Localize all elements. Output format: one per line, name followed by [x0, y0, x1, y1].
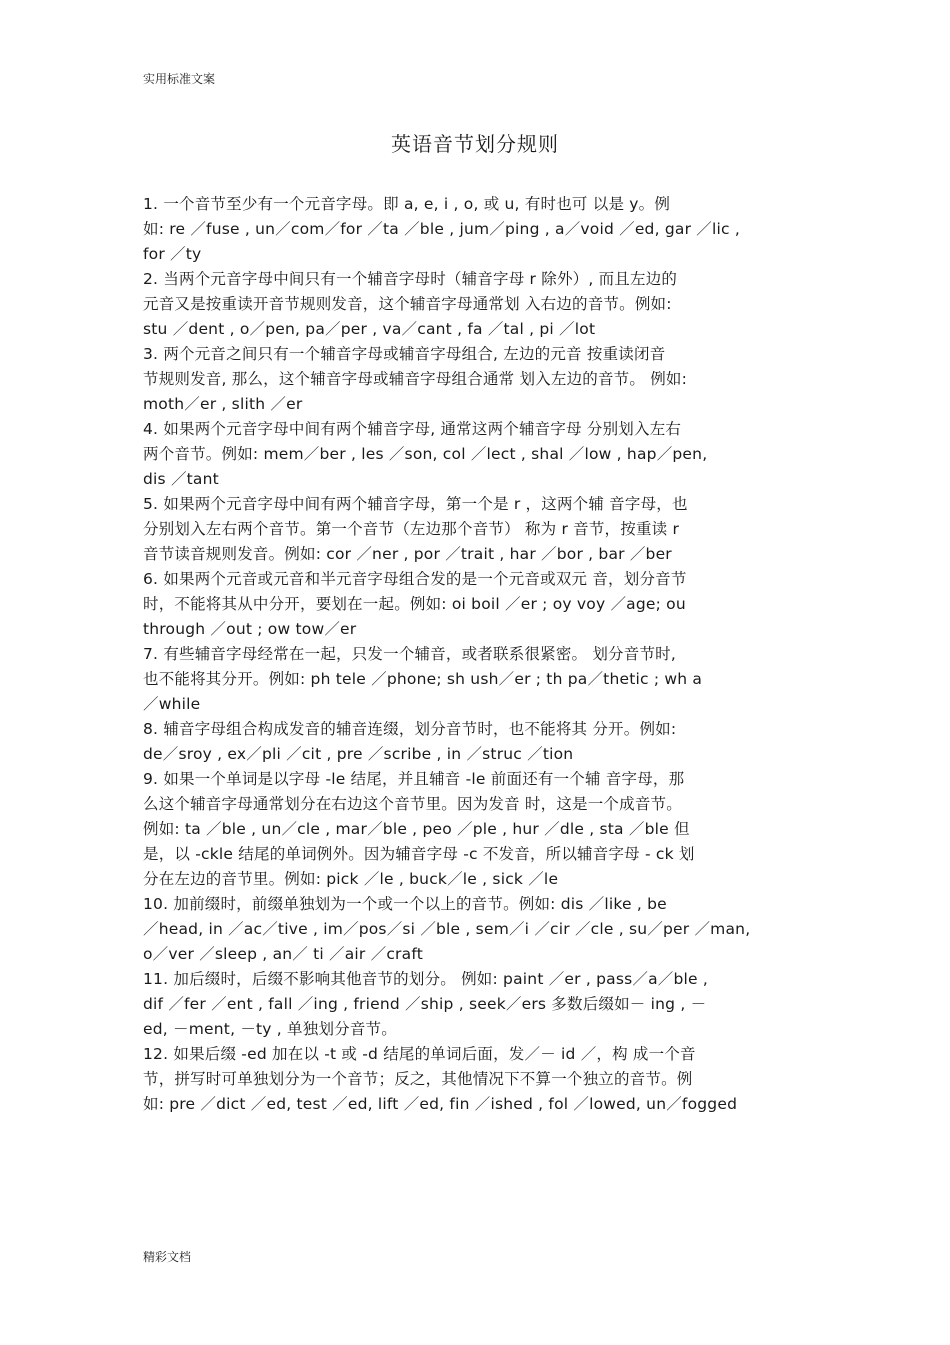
- document-title: 英语音节划分规则: [391, 132, 559, 156]
- page-footer: 精彩文档: [143, 1250, 192, 1264]
- text-line: 12. 如果后缀 -ed 加在以 -t 或 -d 结尾的单词后面，发／－ id ／，构 成一个音: [143, 1045, 696, 1063]
- text-line: 10. 加前缀时，前缀单独划为一个或一个以上的音节。例如: dis ／like , be: [143, 895, 667, 913]
- text-line: 两个音节。例如: mem／ber , les ／son, col ／lect , shal ／low , hap／pen,: [143, 445, 708, 463]
- text-line: ／while: [143, 695, 201, 713]
- text-line: 1. 一个音节至少有一个元音字母。即 a, e, i , o, 或 u, 有时也可 以是 y。例: [143, 195, 671, 213]
- text-line: through ／out ; ow tow／er: [143, 620, 357, 638]
- text-line: o／ver ／sleep , an／ ti ／air ／craft: [143, 945, 423, 963]
- text-line: 分别划入左右两个音节。第一个音节（左边那个音节） 称为 r 音节，按重读 r: [143, 520, 680, 538]
- text-line: ／head, in ／ac／tive , im／pos／si ／ble , sem／i ／cir ／cle , su／per ／man,: [143, 920, 751, 938]
- text-line: 如: pre ／dict ／ed, test ／ed, lift ／ed, fin ／ished , fol ／lowed, un／fogged: [143, 1095, 738, 1113]
- text-line: 6. 如果两个元音或元音和半元音字母组合发的是一个元音或双元 音，划分音节: [143, 570, 687, 588]
- text-line: 么这个辅音字母通常划分在右边这个音节里。因为发音 时，这是一个成音节。: [143, 795, 682, 813]
- text-line: 也不能将其分开。例如: ph tele ／phone; sh ush／er ; th pa／thetic ; wh a: [143, 670, 703, 688]
- text-line: 11. 加后缀时，后缀不影响其他音节的划分。 例如: paint ／er , pass／a／ble ,: [143, 970, 709, 988]
- text-line: 7. 有些辅音字母经常在一起，只发一个辅音，或者联系很紧密。 划分音节时,: [143, 645, 676, 663]
- text-line: 3. 两个元音之间只有一个辅音字母或辅音字母组合, 左边的元音 按重读闭音: [143, 345, 666, 363]
- text-line: 2. 当两个元音字母中间只有一个辅音字母时（辅音字母 r 除外）, 而且左边的: [143, 270, 678, 288]
- text-line: 节，拼写时可单独划分为一个音节；反之，其他情况下不算一个独立的音节。例: [143, 1070, 693, 1088]
- text-line: 如: re ／fuse , un／com／for ／ta ／ble , jum／ping , a／void ／ed, gar ／lic ,: [143, 220, 740, 238]
- text-line: moth／er , slith ／er: [143, 395, 303, 413]
- page-header: 实用标准文案: [143, 72, 216, 86]
- text-line: 是，以 -ckle 结尾的单词例外。因为辅音字母 -c 不发音，所以辅音字母 - ck 划: [143, 845, 695, 863]
- text-line: 例如: ta ／ble , un／cle , mar／ble , peo ／ple , hur ／dle , sta ／ble 但: [143, 820, 690, 838]
- text-line: 4. 如果两个元音字母中间有两个辅音字母, 通常这两个辅音字母 分别划入左右: [143, 420, 682, 438]
- text-line: 时，不能将其从中分开，要划在一起。例如: oi boil ／er ; oy voy ／age; ou: [143, 595, 686, 613]
- text-line: for ／ty: [143, 245, 202, 263]
- text-line: 节规则发音, 那么，这个辅音字母或辅音字母组合通常 划入左边的音节。 例如:: [143, 370, 688, 388]
- text-line: 分在左边的音节里。例如: pick ／le , buck／le , sick ／le: [143, 870, 559, 888]
- text-line: de／sroy , ex／pli ／cit , pre ／scribe , in ／struc ／tion: [143, 745, 574, 763]
- document-body: [143, 192, 807, 1117]
- text-line: 音节读音规则发音。例如: cor ／ner , por ／trait , har ／bor , bar ／ber: [143, 545, 672, 563]
- text-line: ed, －ment, －ty , 单独划分音节。: [143, 1020, 397, 1038]
- text-line: 5. 如果两个元音字母中间有两个辅音字母，第一个是 r ，这两个辅 音字母，也: [143, 495, 688, 513]
- text-line: 8. 辅音字母组合构成发音的辅音连缀，划分音节时，也不能将其 分开。例如:: [143, 720, 677, 738]
- text-line: dif ／fer ／ent , fall ／ing , friend ／ship , seek／ers 多数后缀如－ ing , －: [143, 995, 707, 1013]
- text-line: 9. 如果一个单词是以字母 -le 结尾，并且辅音 -le 前面还有一个辅 音字母，那: [143, 770, 685, 788]
- text-line: 元音又是按重读开音节规则发音，这个辅音字母通常划 入右边的音节。例如:: [143, 295, 672, 313]
- text-line: stu ／dent , o／pen, pa／per , va／cant , fa ／tal , pi ／lot: [143, 320, 596, 338]
- text-line: dis ／tant: [143, 470, 219, 488]
